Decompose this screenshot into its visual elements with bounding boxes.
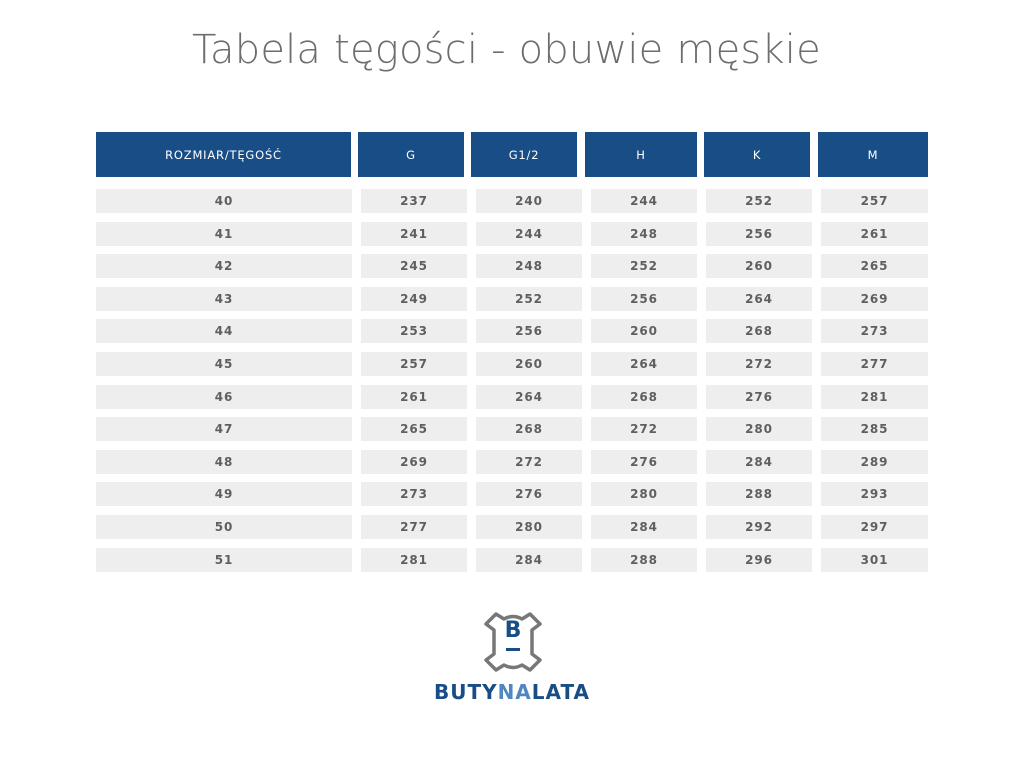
header-cell-g-half: G1/2 (471, 132, 577, 177)
table-cell-g: 277 (361, 515, 467, 539)
table-cell-g-half: 264 (476, 385, 582, 409)
table-cell-size: 44 (96, 319, 352, 343)
table-cell-g-half: 240 (476, 189, 582, 213)
table-cell-g: 265 (361, 417, 467, 441)
table-cell-g: 257 (361, 352, 467, 376)
table-cell-k: 252 (706, 189, 812, 213)
table-cell-h: 288 (591, 548, 697, 572)
table-cell-m: 261 (821, 222, 928, 246)
brand-logo (430, 608, 594, 708)
table-cell-m: 297 (821, 515, 928, 539)
table-cell-g: 261 (361, 385, 467, 409)
table-cell-g: 245 (361, 254, 467, 278)
table-cell-k: 292 (706, 515, 812, 539)
table-cell-size: 46 (96, 385, 352, 409)
table-cell-g-half: 260 (476, 352, 582, 376)
table-cell-size: 47 (96, 417, 352, 441)
table-cell-g: 273 (361, 482, 467, 506)
table-cell-h: 280 (591, 482, 697, 506)
table-cell-m: 257 (821, 189, 928, 213)
table-cell-m: 265 (821, 254, 928, 278)
table-cell-h: 248 (591, 222, 697, 246)
table-cell-g-half: 284 (476, 548, 582, 572)
table-cell-h: 272 (591, 417, 697, 441)
table-cell-size: 51 (96, 548, 352, 572)
table-cell-m: 301 (821, 548, 928, 572)
table-cell-h: 244 (591, 189, 697, 213)
header-cell-k: K (704, 132, 810, 177)
table-cell-h: 260 (591, 319, 697, 343)
table-cell-k: 272 (706, 352, 812, 376)
header-cell-g: G (358, 132, 464, 177)
leather-hide-icon (482, 610, 544, 674)
table-cell-g-half: 268 (476, 417, 582, 441)
header-cell-m: M (818, 132, 928, 177)
table-cell-h: 252 (591, 254, 697, 278)
table-cell-m: 269 (821, 287, 928, 311)
logo-wordmark (430, 680, 594, 704)
table-cell-g: 249 (361, 287, 467, 311)
table-cell-g-half: 248 (476, 254, 582, 278)
table-cell-size: 41 (96, 222, 352, 246)
table-cell-size: 45 (96, 352, 352, 376)
table-cell-h: 276 (591, 450, 697, 474)
table-cell-g: 241 (361, 222, 467, 246)
table-cell-g-half: 280 (476, 515, 582, 539)
table-cell-size: 42 (96, 254, 352, 278)
table-cell-k: 260 (706, 254, 812, 278)
table-cell-g-half: 272 (476, 450, 582, 474)
logo-text-na: NA (497, 680, 532, 704)
table-cell-size: 43 (96, 287, 352, 311)
table-cell-m: 281 (821, 385, 928, 409)
table-cell-m: 289 (821, 450, 928, 474)
table-cell-size: 49 (96, 482, 352, 506)
table-cell-h: 256 (591, 287, 697, 311)
table-cell-g: 253 (361, 319, 467, 343)
table-cell-g-half: 244 (476, 222, 582, 246)
table-cell-k: 284 (706, 450, 812, 474)
table-cell-m: 273 (821, 319, 928, 343)
table-cell-size: 48 (96, 450, 352, 474)
table-cell-g-half: 276 (476, 482, 582, 506)
table-cell-size: 50 (96, 515, 352, 539)
table-cell-k: 276 (706, 385, 812, 409)
table-cell-h: 284 (591, 515, 697, 539)
table-cell-m: 285 (821, 417, 928, 441)
table-cell-m: 293 (821, 482, 928, 506)
table-cell-g: 281 (361, 548, 467, 572)
table-cell-g: 237 (361, 189, 467, 213)
table-cell-k: 288 (706, 482, 812, 506)
table-cell-k: 268 (706, 319, 812, 343)
table-cell-m: 277 (821, 352, 928, 376)
logo-text-buty: BUTY (433, 680, 498, 704)
table-cell-k: 256 (706, 222, 812, 246)
table-cell-g: 269 (361, 450, 467, 474)
table-cell-size: 40 (96, 189, 352, 213)
table-cell-h: 264 (591, 352, 697, 376)
header-cell-size: ROZMIAR/TĘGOŚĆ (96, 132, 351, 177)
table-cell-k: 280 (706, 417, 812, 441)
table-cell-h: 268 (591, 385, 697, 409)
page-title: Tabela tęgości - obuwie męskie (192, 27, 821, 73)
header-cell-h: H (585, 132, 697, 177)
logo-text-lata: LATA (531, 680, 591, 704)
table-cell-k: 264 (706, 287, 812, 311)
table-cell-k: 296 (706, 548, 812, 572)
table-cell-g-half: 256 (476, 319, 582, 343)
table-cell-g-half: 252 (476, 287, 582, 311)
logo-letter: B (504, 618, 522, 643)
